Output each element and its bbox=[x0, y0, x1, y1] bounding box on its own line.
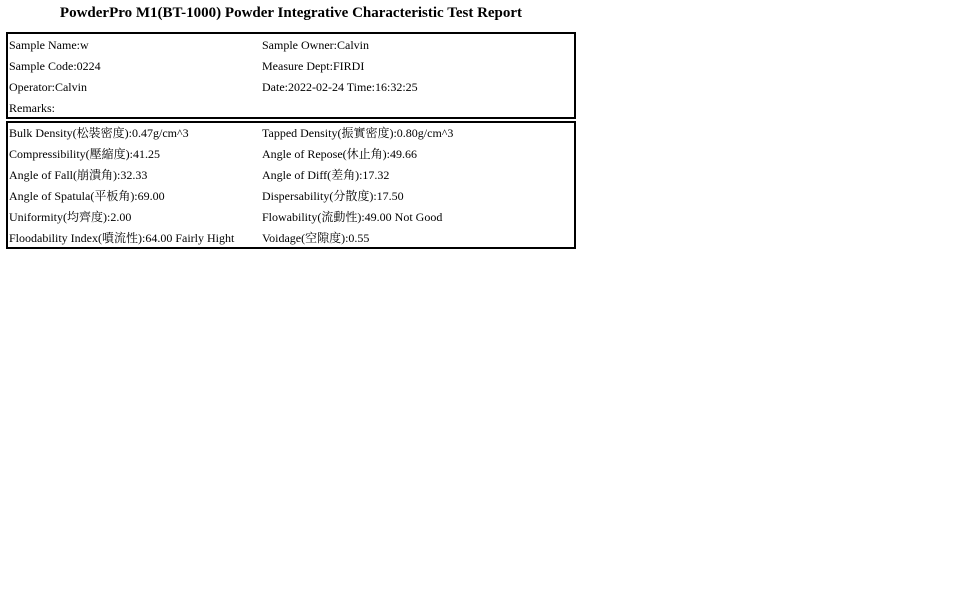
dispersability: Dispersability(分散度):17.50 bbox=[262, 189, 404, 203]
sample-code: Sample Code:0224 bbox=[9, 59, 101, 73]
results-panel bbox=[6, 121, 576, 249]
angle-of-fall: Angle of Fall(崩潰角):32.33 bbox=[9, 168, 148, 182]
operator: Operator:Calvin bbox=[9, 80, 87, 94]
sample-name: Sample Name:w bbox=[9, 38, 89, 52]
sample-info-row bbox=[8, 98, 574, 119]
report-title: PowderPro M1(BT-1000) Powder Integrative Characteristic Test Report bbox=[59, 5, 523, 21]
date-time: Date:2022-02-24 Time:16:32:25 bbox=[262, 80, 418, 94]
uniformity: Uniformity(均齊度):2.00 bbox=[9, 210, 132, 224]
angle-of-diff: Angle of Diff(差角):17.32 bbox=[262, 168, 390, 182]
sample-owner: Sample Owner:Calvin bbox=[262, 38, 369, 52]
floodability-index: Floodability Index(噴流性):64.00 Fairly Hight bbox=[9, 231, 235, 245]
compressibility: Compressibility(壓縮度):41.25 bbox=[9, 147, 160, 161]
angle-of-repose: Angle of Repose(休止角):49.66 bbox=[262, 147, 417, 161]
result-row bbox=[8, 186, 574, 207]
remarks: Remarks: bbox=[9, 101, 55, 115]
bulk-density: Bulk Density(松裝密度):0.47g/cm^3 bbox=[9, 126, 189, 140]
result-row bbox=[8, 228, 574, 249]
sample-info-row bbox=[8, 35, 574, 56]
sample-info-row bbox=[8, 77, 574, 98]
result-row bbox=[8, 144, 574, 165]
measure-dept: Measure Dept:FIRDI bbox=[262, 59, 365, 73]
result-row bbox=[8, 123, 574, 144]
flowability: Flowability(流動性):49.00 Not Good bbox=[262, 210, 443, 224]
sample-info-row bbox=[8, 56, 574, 77]
voidage: Voidage(空隙度):0.55 bbox=[262, 231, 370, 245]
sample-info-panel bbox=[6, 32, 576, 119]
angle-of-spatula: Angle of Spatula(平板角):69.00 bbox=[9, 189, 165, 203]
tapped-density: Tapped Density(振實密度):0.80g/cm^3 bbox=[262, 126, 454, 140]
result-row bbox=[8, 165, 574, 186]
result-row bbox=[8, 207, 574, 228]
